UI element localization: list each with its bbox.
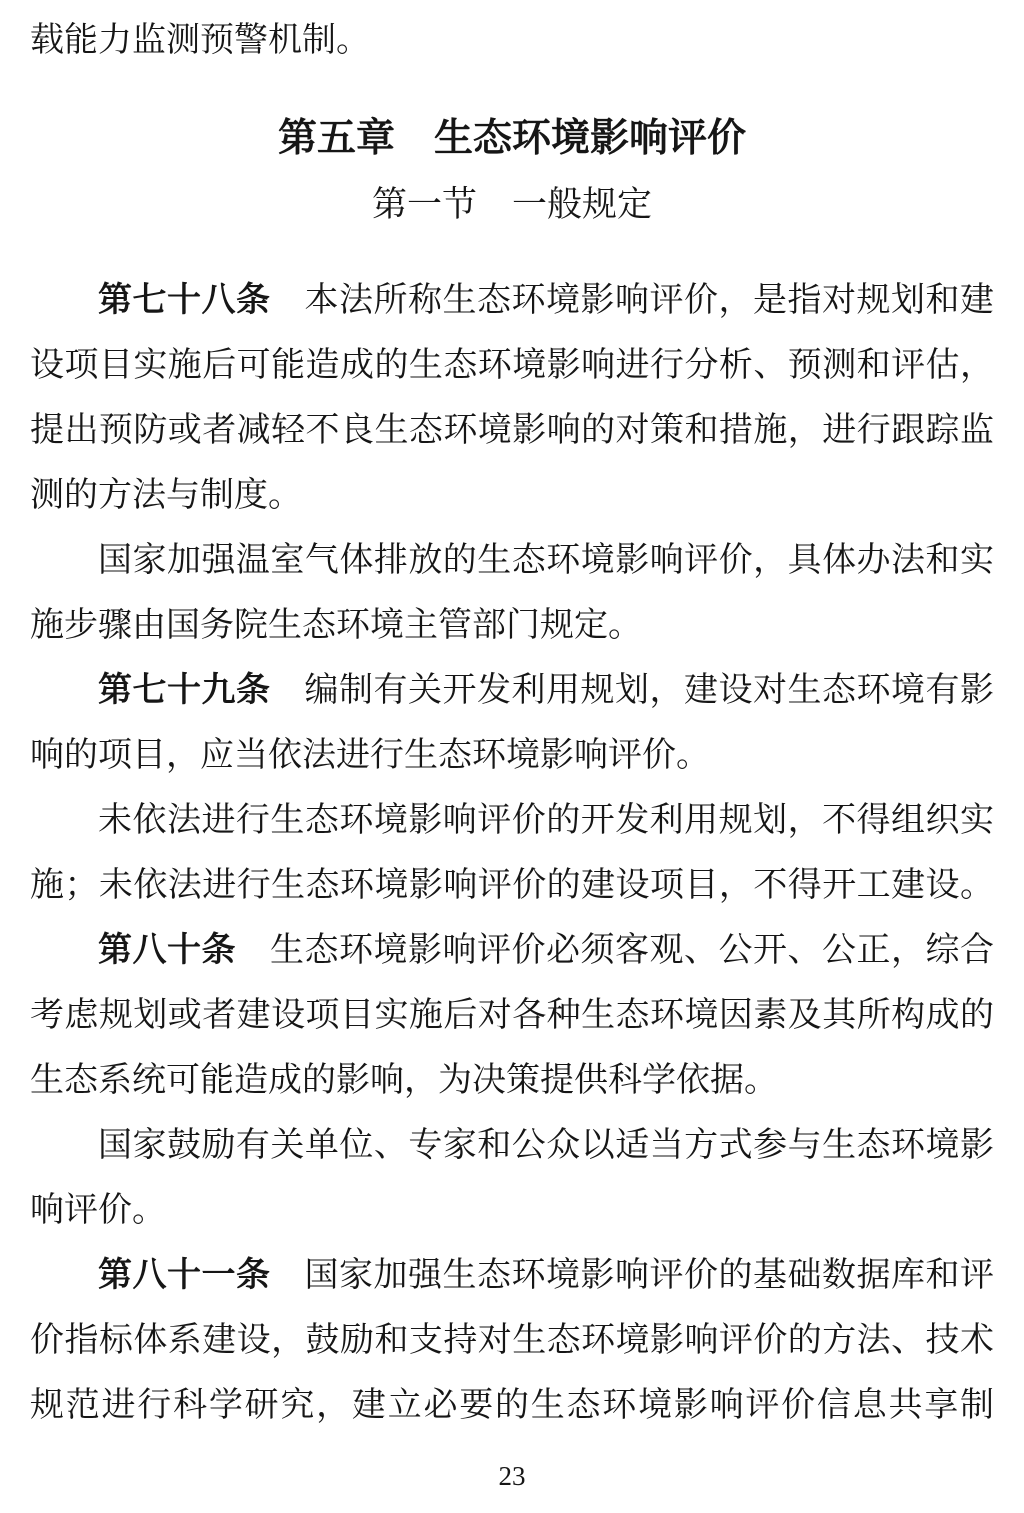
article-78-line: 国家加强温室气体排放的生态环境影响评价，具体办法和实 bbox=[98, 542, 994, 579]
article-78-line bbox=[30, 268, 994, 333]
article-80-line: 响评价。 bbox=[30, 1192, 166, 1229]
article-78-line: 设项目实施后可能造成的生态环境影响进行分析、预测和评估， bbox=[30, 347, 994, 384]
article-79-line: 响的项目，应当依法进行生态环境影响评价。 bbox=[30, 737, 710, 774]
article-81-line: 价指标体系建设，鼓励和支持对生态环境影响评价的方法、技术 bbox=[30, 1322, 994, 1359]
article-81-number: 第八十一条 bbox=[98, 1257, 271, 1294]
article-79-line bbox=[30, 658, 994, 723]
page-number: 23 bbox=[498, 1461, 526, 1491]
article-79-text: 编制有关开发利用规划，建设对生态环境有影 bbox=[304, 672, 994, 709]
chapter-heading: 第五章 生态环境影响评价 bbox=[277, 117, 746, 160]
article-81-text: 国家加强生态环境影响评价的基础数据库和评 bbox=[304, 1257, 994, 1294]
continuation-line: 载能力监测预警机制。 bbox=[30, 22, 370, 59]
article-81-line: 规范进行科学研究，建立必要的生态环境影响评价信息共享制 bbox=[30, 1387, 994, 1424]
article-80-line: 国家鼓励有关单位、专家和公众以适当方式参与生态环境影 bbox=[98, 1127, 994, 1164]
article-80-line: 生态系统可能造成的影响，为决策提供科学依据。 bbox=[30, 1062, 778, 1099]
article-78-line: 施步骤由国务院生态环境主管部门规定。 bbox=[30, 607, 642, 644]
section-heading: 第一节 一般规定 bbox=[371, 185, 652, 224]
article-80-line bbox=[30, 918, 994, 983]
article-80-line: 考虑规划或者建设项目实施后对各种生态环境因素及其所构成的 bbox=[30, 997, 994, 1034]
article-79-number: 第七十九条 bbox=[98, 672, 271, 709]
article-81-line bbox=[30, 1243, 994, 1308]
article-80-number: 第八十条 bbox=[98, 932, 236, 969]
article-79-line: 未依法进行生态环境影响评价的开发利用规划，不得组织实 bbox=[98, 802, 994, 839]
article-78-line: 提出预防或者减轻不良生态环境影响的对策和措施，进行跟踪监 bbox=[30, 412, 994, 449]
article-79-line: 施；未依法进行生态环境影响评价的建设项目，不得开工建设。 bbox=[30, 867, 994, 904]
article-78-text: 本法所称生态环境影响评价，是指对规划和建 bbox=[304, 282, 994, 319]
article-text-block bbox=[30, 268, 994, 1438]
article-78-number: 第七十八条 bbox=[98, 282, 271, 319]
article-80-text: 生态环境影响评价必须客观、公开、公正，综合 bbox=[270, 932, 994, 969]
article-78-line: 测的方法与制度。 bbox=[30, 477, 302, 514]
